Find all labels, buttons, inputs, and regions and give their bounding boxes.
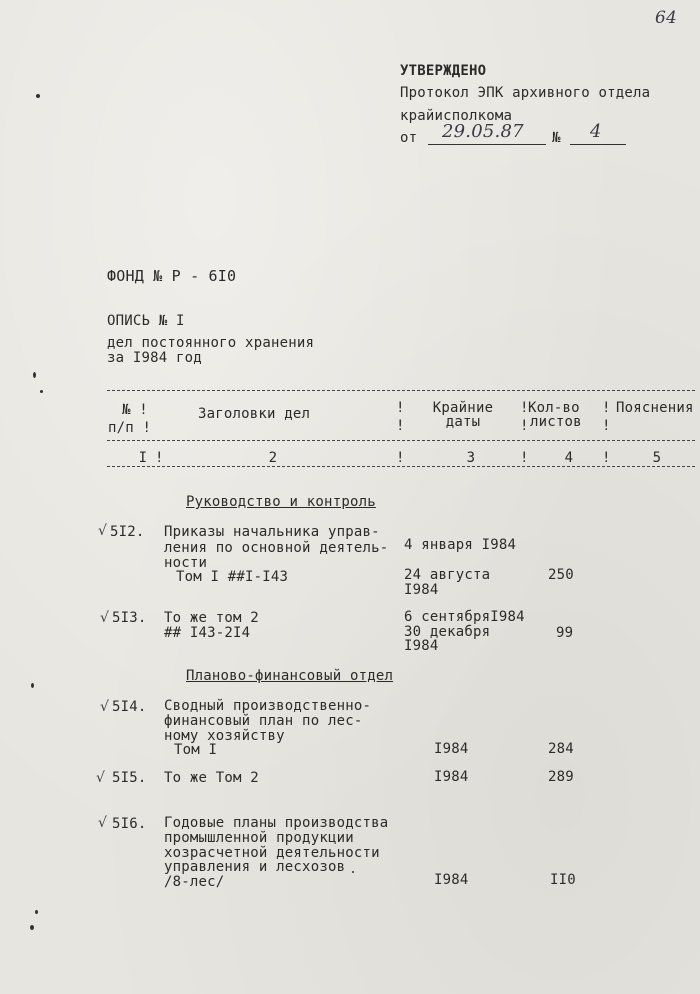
approval-number: 4 [590, 121, 602, 142]
fond-label: ФОНД № Р - 6I0 [107, 267, 237, 285]
row-512-check: √ [98, 523, 108, 539]
row-513-title-2: ## I43-2I4 [164, 625, 251, 641]
punch-mark [30, 925, 34, 930]
row-512-title-1: Приказы начальника управ- [164, 524, 380, 540]
row-514-date-1: I984 [434, 741, 469, 757]
header-sheets-top: Кол-во [528, 400, 580, 416]
row-513-title-1: То же том 2 [164, 610, 259, 626]
approval-title: УТВЕРЖДЕНО [400, 63, 487, 79]
header-sep-c-top: ! [602, 400, 611, 416]
row-516-title-4: управления и лесхозов [164, 859, 346, 875]
row-513-date-3: I984 [404, 638, 439, 654]
colnum-sep-1: ! [155, 450, 164, 466]
header-dates-bottom: даты [445, 414, 481, 430]
approval-protocol: Протокол ЭПК архивного отдела [400, 85, 651, 101]
row-512-date-2: 24 августа [404, 567, 491, 583]
subtitle-storage: дел постоянного хранения [107, 335, 315, 351]
header-sep-c-bottom: ! [602, 418, 611, 434]
column-number-1: I [138, 450, 148, 466]
row-514-title-2: финансовый план по лес- [164, 713, 363, 729]
row-516-date-1: I984 [434, 872, 469, 888]
row-512-date-1: 4 января I984 [404, 537, 517, 553]
row-513-date-1: 6 сентябряI984 [404, 609, 525, 625]
subtitle-year: за I984 год [107, 350, 202, 366]
row-516-title-5: /8-лес/ [164, 874, 225, 890]
row-512-title-4: Том I ##I-I43 [176, 569, 289, 585]
row-513-date-2: 30 декабря [404, 624, 491, 640]
opis-label: ОПИСЬ № I [107, 313, 185, 329]
row-513-check: √ [100, 610, 110, 626]
row-515-sheets: 289 [548, 769, 574, 785]
scan-speck [352, 871, 354, 873]
colnum-sep-4: ! [602, 450, 611, 466]
header-sep-a-bottom: ! [396, 418, 405, 434]
row-513-sheets: 99 [556, 625, 574, 641]
punch-mark [35, 910, 38, 914]
row-514-title-4: Том I [174, 742, 218, 758]
row-514-number: 5I4. [112, 699, 147, 715]
header-sheets-bottom: листов [530, 414, 582, 430]
row-512-date-3: I984 [404, 582, 439, 598]
punch-mark [33, 372, 36, 378]
punch-mark [31, 683, 34, 688]
approval-number-label: № [552, 130, 561, 146]
row-512-sheets: 250 [548, 567, 574, 583]
table-top-rule [107, 390, 695, 391]
row-516-title-1: Годовые планы производства [164, 815, 389, 831]
table-header-rule [107, 440, 695, 441]
colnum-sep-3: ! [520, 450, 529, 466]
row-516-number: 5I6. [112, 816, 147, 832]
row-516-title-3: хозрасчетной деятельности [164, 845, 380, 861]
colnum-sep-2: ! [396, 450, 405, 466]
header-sep-b-top: ! [520, 400, 529, 416]
row-515-check: √ [96, 770, 106, 786]
row-514-title-1: Сводный производственно- [164, 698, 372, 714]
punch-mark [36, 94, 40, 98]
approval-number-underline [570, 144, 626, 145]
column-number-2: 2 [268, 450, 278, 466]
header-sep-a-top: ! [396, 400, 405, 416]
row-515-title-1: То же Том 2 [164, 770, 259, 786]
header-titles: Заголовки дел [198, 406, 311, 422]
approval-date: 29.05.87 [442, 121, 524, 142]
row-516-check: √ [98, 815, 108, 831]
header-notes: Пояснения [616, 400, 694, 416]
column-numbers-rule [107, 466, 695, 467]
row-514-title-3: ному хозяйству [164, 728, 285, 744]
row-516-title-2: промышленной продукции [164, 830, 354, 846]
header-number-top: № ! [122, 402, 148, 418]
header-number-bottom: п/п ! [108, 420, 152, 436]
column-number-4: 4 [564, 450, 574, 466]
section-title-planning-finance: Планово-финансовый отдел [186, 668, 394, 684]
header-sep-b-bottom: ! [520, 418, 529, 434]
page-number: 64 [655, 8, 678, 28]
column-number-3: 3 [466, 450, 476, 466]
row-512-title-2: ления по основной деятель- [164, 540, 389, 556]
row-512-number: 5I2. [110, 524, 145, 540]
row-516-sheets: II0 [550, 872, 576, 888]
approval-from-label: от [400, 130, 418, 146]
approval-authority: крайисполкома [400, 108, 513, 124]
row-513-number: 5I3. [112, 610, 147, 626]
row-514-sheets: 284 [548, 741, 574, 757]
punch-mark [40, 390, 43, 393]
row-515-number: 5I5. [112, 770, 147, 786]
row-514-check: √ [100, 699, 110, 715]
section-title-management: Руководство и контроль [186, 494, 376, 510]
approval-date-underline [428, 144, 546, 145]
row-512-title-3: ности [164, 555, 208, 571]
header-dates-top: Крайние [432, 400, 494, 416]
column-number-5: 5 [652, 450, 662, 466]
row-515-date-1: I984 [434, 769, 469, 785]
